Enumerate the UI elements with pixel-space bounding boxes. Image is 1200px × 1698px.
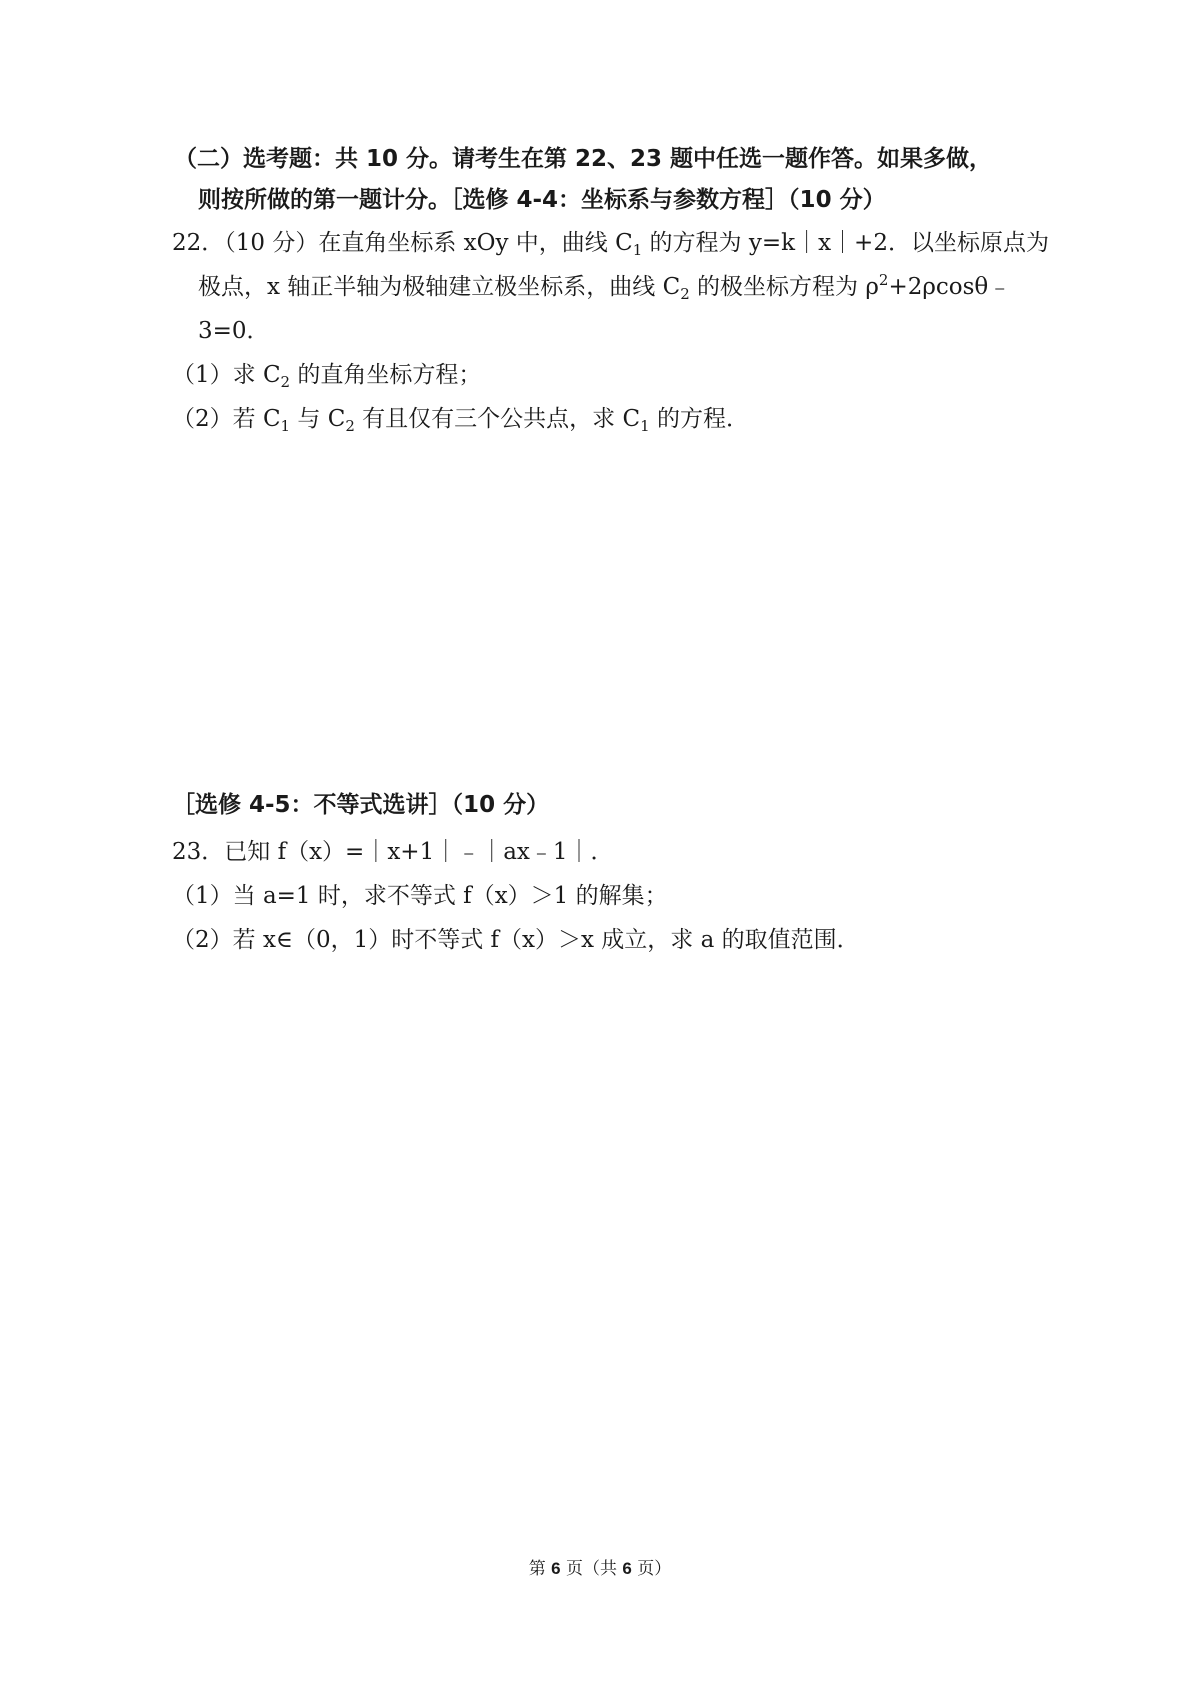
q22-line-1: 22．（10 分）在直角坐标系 xOy 中，曲线 $C_1$ 的方程为 y=k｜x｜+2．以坐标原点为: [172, 230, 1049, 259]
page-total: 6: [622, 1559, 632, 1578]
page-number: 6: [551, 1559, 561, 1578]
q23-part-1: （1）当 a=1 时，求不等式 f（x）＞1 的解集；: [172, 883, 668, 909]
q22-part-1: （1）求 $C_2$ 的直角坐标方程；: [172, 362, 482, 391]
page-footer: 第 6 页（共 6 页）: [528, 1559, 672, 1579]
q22-line-2: 极点，x 轴正半轴为极轴建立极坐标系，曲线 $C_2$ 的极坐标方程为 $\rho^2+2\rho\cos\theta﹣$: [198, 271, 1012, 303]
section-heading-line-2: 则按所做的第一题计分。［选修 4-4：坐标系与参数方程］（10 分）: [198, 187, 886, 213]
q23-line-1: 23．已知 f（x）=｜x+1｜﹣｜ax﹣1｜．: [172, 839, 614, 865]
q23-heading: ［选修 4-5：不等式选讲］（10 分）: [172, 792, 550, 818]
q23-part-2: （2）若 x∈（0，1）时不等式 f（x）＞x 成立，求 a 的取值范围．: [172, 927, 860, 953]
section-heading-line-1: （二）选考题：共 10 分。请考生在第 22、23 题中任选一题作答。如果多做，: [174, 146, 993, 172]
q22-line-3: 3=0．: [198, 318, 270, 344]
q22-part-2: （2）若 $C_1$ 与 $C_2$ 有且仅有三个公共点，求 $C_1$ 的方程．: [172, 406, 749, 435]
